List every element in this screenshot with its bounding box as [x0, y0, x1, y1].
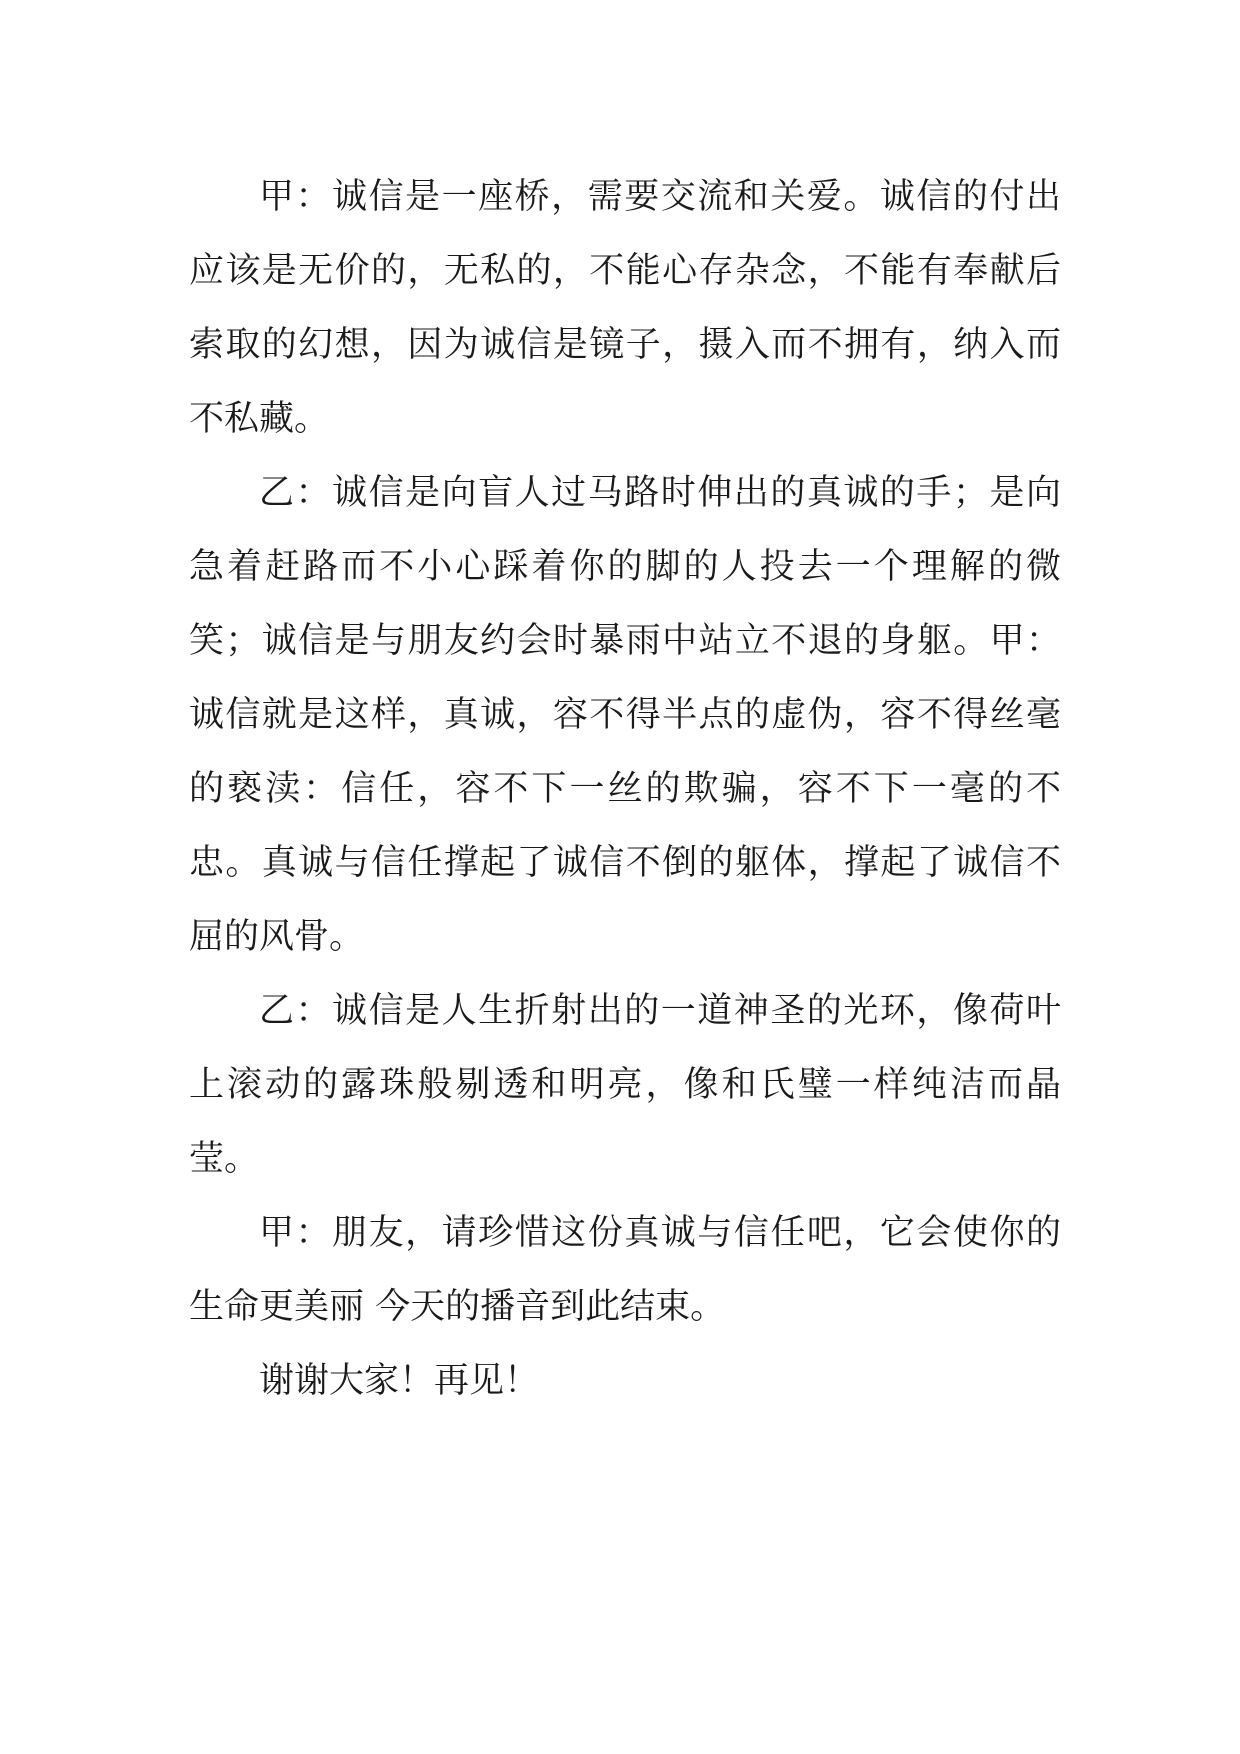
- closing-line: 谢谢大家！再见！: [259, 1361, 540, 1401]
- paragraph-3: 乙：诚信是人生折射出的一道神圣的光环，像荷叶上滚动的露珠般剔透和明亮，像和氏璧一样纯洁而晶莹。: [189, 991, 1061, 1179]
- document-body: [189, 160, 1061, 1418]
- paragraph-4: 甲：朋友，请珍惜这份真诚与信任吧，它会使你的生命更美丽 今天的播音到此结束。: [189, 1213, 1061, 1327]
- paragraph-2: 乙：诚信是向盲人过马路时伸出的真诚的手；是向急着赶路而不小心踩着你的脚的人投去一个理解的微笑；诚信是与朋友约会时暴雨中站立不退的身躯。甲：诚信就是这样，真诚，容不得半点的虚伪，容不得丝毫的亵渎：信任，容不下一丝的欺骗，容不下一毫的不忠。真诚与信任撑起了诚信不倒的躯体，撑起了诚信不屈的风骨。: [189, 473, 1061, 957]
- paragraph-1: 甲：诚信是一座桥，需要交流和关爱。诚信的付出应该是无价的，无私的，不能心存杂念，不能有奉献后索取的幻想，因为诚信是镜子，摄入而不拥有，纳入而不私藏。: [189, 177, 1061, 439]
